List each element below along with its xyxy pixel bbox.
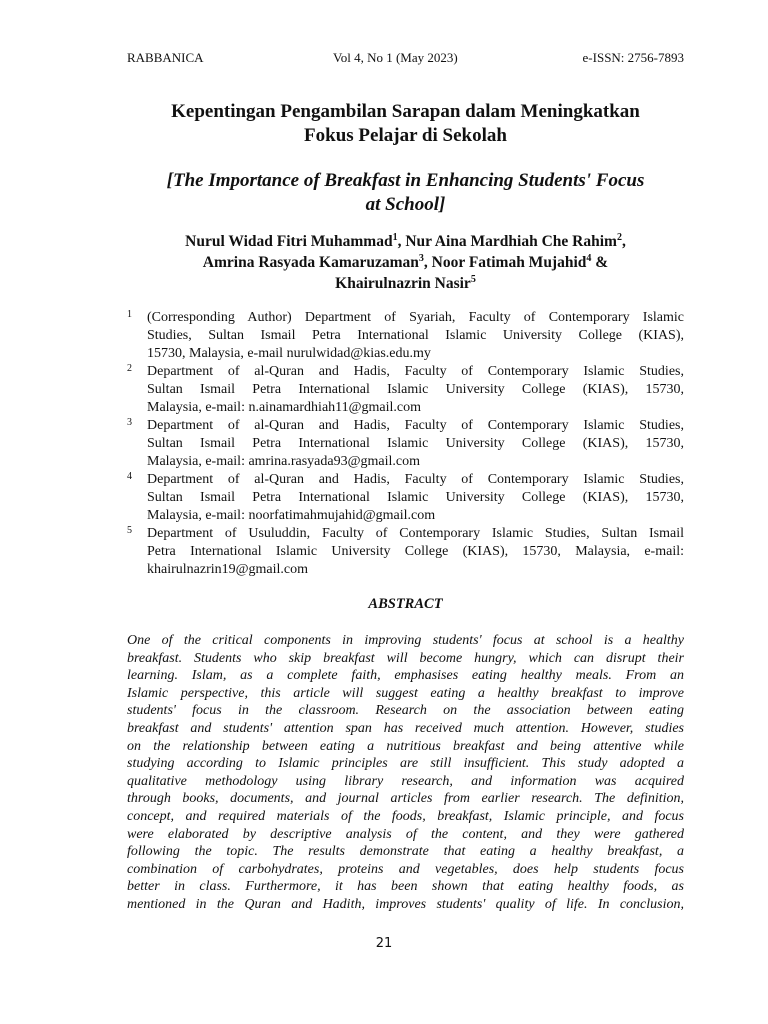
paper-title [127, 100, 684, 148]
author-separator: , [423, 254, 432, 271]
author-name: Noor Fatimah Mujahid [431, 254, 587, 271]
affiliation-number: 4 [127, 471, 132, 482]
affiliation-line: Sultan Ismail Petra International Islamic University College (KIAS), 15730, [147, 490, 684, 505]
affiliation-line: Malaysia, e-mail: noorfatimahmujahid@gmail.com [147, 508, 436, 523]
paper-title-line: Kepentingan Pengambilan Sarapan dalam Meningkatkan [171, 101, 640, 122]
author-name: Amrina Rasyada Kamaruzaman [202, 254, 419, 271]
affiliation-line: 15730, Malaysia, e-mail nurulwidad@kias.edu.my [147, 346, 431, 361]
abstract-line: qualitative methodology using library research, and information was acquired [127, 773, 684, 789]
issue-info: Vol 4, No 1 (May 2023) [333, 50, 458, 65]
affiliation-line: Sultan Ismail Petra International Islamic University College (KIAS), 15730, [147, 382, 684, 397]
author-name: Nur Aina Mardhiah Che Rahim [405, 233, 617, 250]
abstract-line: concept, and required materials of the foods, breakfast, Islamic principle, and focus [127, 808, 684, 824]
affiliation-number: 1 [127, 309, 132, 320]
abstract-line: students' focus in the classroom. Research on the association between eating [127, 703, 684, 719]
affiliation-line: (Corresponding Author) Department of Syariah, Faculty of Contemporary Islamic [147, 310, 684, 325]
abstract-line: mentioned in the Quran and Hadith, improves students' quality of life. In conclusion, [127, 896, 684, 912]
author-line [127, 252, 684, 273]
affiliation-line: Petra International Islamic University College (KIAS), 15730, Malaysia, e-mail: [147, 544, 684, 559]
abstract-body [127, 632, 684, 914]
affiliation-item [127, 471, 684, 525]
abstract-line: One of the critical components in improving students' focus at school is a healthy [127, 633, 684, 648]
author-affiliation-mark: 3 [418, 253, 424, 264]
paper-title-line: Fokus Pelajar di Sekolah [304, 125, 507, 146]
author-separator: , [621, 233, 626, 250]
affiliation-number: 3 [127, 417, 132, 428]
author-list [127, 231, 684, 294]
author-affiliation-mark: 1 [392, 232, 398, 243]
abstract-line: breakfast. Students who skip breakfast will become hungry, which can disrupt their [127, 650, 684, 666]
author-separator: , [397, 233, 406, 250]
affiliation-item [127, 417, 684, 471]
author-affiliation-mark: 5 [470, 274, 476, 285]
abstract-line: through books, documents, and journal articles from earlier research. The definition, [127, 791, 684, 807]
page-number: 21 [375, 936, 393, 951]
issn: e-ISSN: 2756-7893 [582, 50, 684, 65]
affiliation-item [127, 363, 684, 417]
affiliation-line: Malaysia, e-mail: amrina.rasyada93@gmail.com [147, 454, 420, 469]
affiliation-item [127, 309, 684, 363]
affiliation-list [127, 309, 684, 579]
affiliation-number: 2 [127, 363, 132, 374]
affiliation-line: khairulnazrin19@gmail.com [147, 562, 309, 577]
affiliation-line: Department of al-Quran and Hadis, Faculty of Contemporary Islamic Studies, [147, 418, 684, 433]
abstract-line: on the relationship between eating a nutritious breakfast and being attentive while [127, 738, 684, 754]
author-name: Khairulnazrin Nasir [335, 275, 471, 292]
paper-title-english-line: [The Importance of Breakfast in Enhancing Students' Focus [166, 170, 645, 191]
running-header [127, 50, 684, 68]
affiliation-line: Department of al-Quran and Hadis, Faculty of Contemporary Islamic Studies, [147, 364, 684, 379]
author-name: Nurul Widad Fitri Muhammad [185, 233, 393, 250]
abstract-line: Islamic perspective, this article will suggest eating a healthy breakfast to improve [127, 685, 684, 701]
abstract-line: following the topic. The results demonstrate that eating a healthy breakfast, a [127, 844, 684, 860]
abstract-line: better in class. Furthermore, it has been shown that eating healthy foods, as [127, 879, 684, 895]
abstract-line: combination of carbohydrates, proteins and vegetables, does help students focus [127, 861, 684, 877]
author-line [127, 273, 684, 294]
abstract-heading: ABSTRACT [368, 596, 443, 612]
author-line [127, 231, 684, 252]
journal-name: RABBANICA [127, 50, 204, 65]
abstract-line: were elaborated by descriptive analysis of the content, and they were gathered [127, 826, 684, 842]
paper-title-english-line: at School] [365, 194, 446, 215]
abstract-line: breakfast and students' attention span has received much attention. However, studies [127, 720, 684, 736]
affiliation-line: Department of Usuluddin, Faculty of Contemporary Islamic Studies, Sultan Ismail [147, 526, 684, 541]
affiliation-line: Department of al-Quran and Hadis, Faculty of Contemporary Islamic Studies, [147, 472, 684, 487]
author-affiliation-mark: 2 [616, 232, 622, 243]
affiliation-line: Sultan Ismail Petra International Islamic University College (KIAS), 15730, [147, 436, 684, 451]
abstract-line: studying according to Islamic principles are still insufficient. This study adopted a [127, 756, 684, 772]
author-affiliation-mark: 4 [586, 253, 592, 264]
author-separator: & [591, 254, 609, 271]
paper-title-english [127, 169, 684, 217]
affiliation-number: 5 [127, 525, 132, 536]
affiliation-item [127, 525, 684, 579]
affiliation-line: Malaysia, e-mail: n.ainamardhiah11@gmail.com [147, 400, 422, 415]
affiliation-line: Studies, Sultan Ismail Petra International Islamic University College (KIAS), [147, 328, 684, 343]
abstract-line: learning. Islam, as a complete faith, emphasises eating healthy meals. From an [127, 668, 684, 684]
